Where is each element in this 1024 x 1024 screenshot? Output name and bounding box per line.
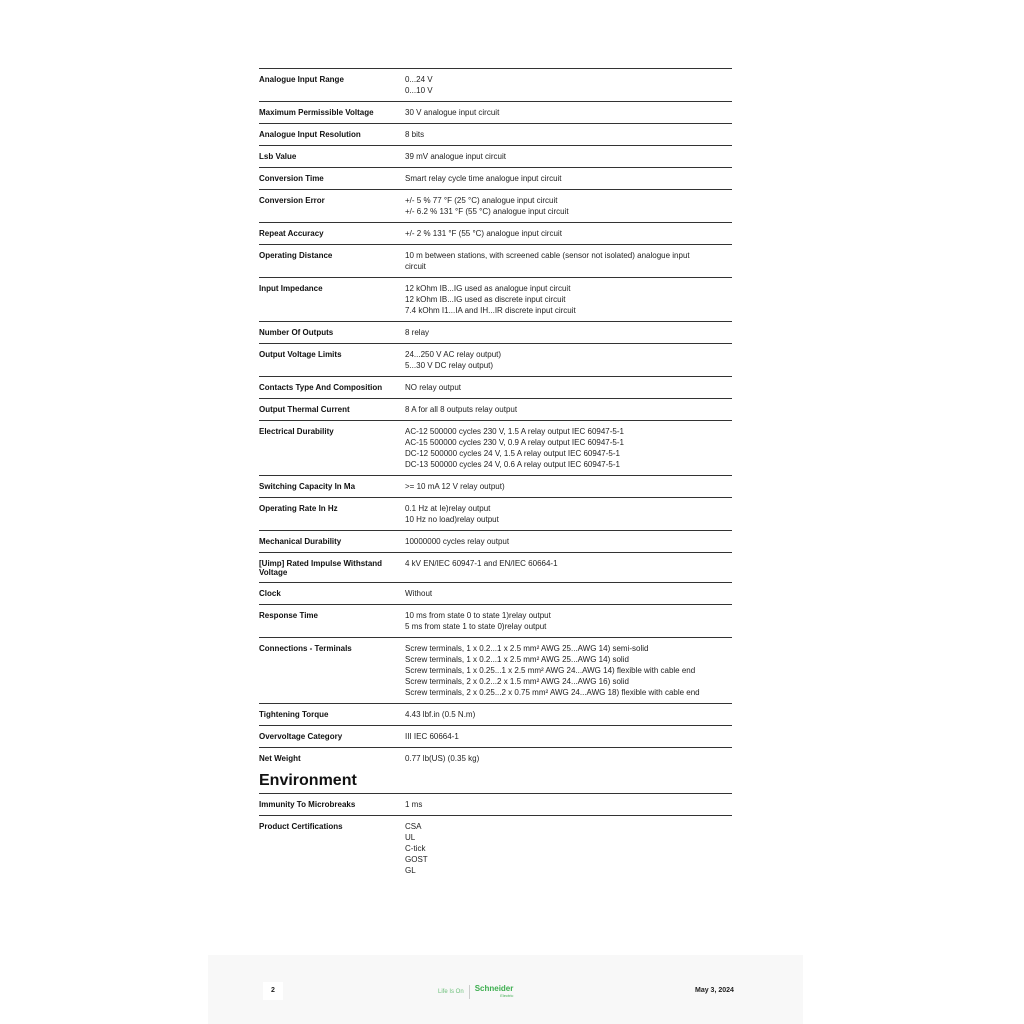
spec-label: Conversion Error <box>259 196 325 205</box>
spec-values <box>405 821 732 876</box>
spec-value: Screw terminals, 1 x 0.25...1 x 2.5 mm² AWG 24...AWG 14) flexible with cable end <box>405 666 696 675</box>
spec-label: Connections - Terminals <box>259 644 352 653</box>
spec-values <box>405 195 732 217</box>
spec-row <box>259 68 732 101</box>
spec-value: +/- 2 % 131 °F (55 °C) analogue input circuit <box>405 229 562 238</box>
spec-label: Switching Capacity In Ma <box>259 482 356 491</box>
spec-row <box>259 793 732 815</box>
spec-value: GOST <box>405 855 428 864</box>
spec-row <box>259 244 732 277</box>
spec-value: +/- 5 % 77 °F (25 °C) analogue input circuit <box>405 196 558 205</box>
spec-row <box>259 497 732 530</box>
spec-value: 10000000 cycles relay output <box>405 537 510 546</box>
spec-row <box>259 222 732 244</box>
spec-label: Maximum Permissible Voltage <box>259 108 374 117</box>
spec-value: 1 ms <box>405 800 423 809</box>
spec-values <box>405 709 732 720</box>
spec-value: 12 kOhm IB...IG used as analogue input circuit <box>405 284 571 293</box>
spec-row <box>259 475 732 497</box>
spec-row <box>259 376 732 398</box>
spec-value: AC-15 500000 cycles 230 V, 0.9 A relay output IEC 60947-5-1 <box>405 438 624 447</box>
spec-value: UL <box>405 833 416 842</box>
spec-label: Operating Rate In Hz <box>259 504 338 513</box>
brand-name: Schneider <box>474 984 514 993</box>
spec-label: Tightening Torque <box>259 710 329 719</box>
spec-label: Output Voltage Limits <box>259 350 342 359</box>
spec-value: 7.4 kOhm I1...IA and IH...IR discrete input circuit <box>405 306 576 315</box>
spec-value: 10 m between stations, with screened cable (sensor not isolated) analogue input <box>405 251 690 260</box>
spec-row <box>259 145 732 167</box>
characteristics-table <box>259 68 732 769</box>
spec-label: Input Impedance <box>259 284 323 293</box>
spec-value: CSA <box>405 822 422 831</box>
spec-value: 8 A for all 8 outputs relay output <box>405 405 518 414</box>
spec-row <box>259 703 732 725</box>
spec-value: Screw terminals, 2 x 0.2...2 x 1.5 mm² AWG 24...AWG 16) solid <box>405 677 629 686</box>
spec-value: Smart relay cycle time analogue input circuit <box>405 174 562 183</box>
spec-values <box>405 610 732 632</box>
spec-row <box>259 321 732 343</box>
spec-label: Output Thermal Current <box>259 405 350 414</box>
spec-value: NO relay output <box>405 383 462 392</box>
spec-value: AC-12 500000 cycles 230 V, 1.5 A relay output IEC 60947-5-1 <box>405 427 624 436</box>
spec-value: Screw terminals, 1 x 0.2...1 x 2.5 mm² AWG 25...AWG 14) semi-solid <box>405 644 649 653</box>
spec-values <box>405 151 732 162</box>
spec-value: Screw terminals, 1 x 0.2...1 x 2.5 mm² AWG 25...AWG 14) solid <box>405 655 629 664</box>
spec-row <box>259 530 732 552</box>
spec-label: Conversion Time <box>259 174 324 183</box>
spec-values <box>405 228 732 239</box>
spec-label: Mechanical Durability <box>259 537 342 546</box>
spec-value: DC-13 500000 cycles 24 V, 0.6 A relay output IEC 60947-5-1 <box>405 460 620 469</box>
spec-row <box>259 277 732 321</box>
spec-label: Repeat Accuracy <box>259 229 324 238</box>
spec-row <box>259 123 732 145</box>
spec-values <box>405 481 732 492</box>
logo-divider <box>469 985 470 999</box>
spec-value: 8 bits <box>405 130 425 139</box>
spec-row <box>259 637 732 703</box>
spec-value: 12 kOhm IB...IG used as discrete input circuit <box>405 295 566 304</box>
spec-value: Without <box>405 589 433 598</box>
spec-label: Operating Distance <box>259 251 333 260</box>
spec-row <box>259 747 732 769</box>
spec-values <box>405 382 732 393</box>
spec-row <box>259 582 732 604</box>
spec-values <box>405 799 732 810</box>
spec-value: DC-12 500000 cycles 24 V, 1.5 A relay output IEC 60947-5-1 <box>405 449 620 458</box>
spec-label: Response Time <box>259 611 318 620</box>
spec-values <box>405 588 732 599</box>
spec-value: C-tick <box>405 844 426 853</box>
brand-logo <box>438 985 513 999</box>
spec-value: 4 kV EN/IEC 60947-1 and EN/IEC 60664-1 <box>405 559 558 568</box>
spec-values <box>405 129 732 140</box>
spec-row <box>259 815 732 881</box>
spec-label: Contacts Type And Composition <box>259 383 383 392</box>
environment-table <box>259 793 732 881</box>
spec-values <box>405 643 732 698</box>
spec-values <box>405 283 732 316</box>
spec-row <box>259 189 732 222</box>
page-footer <box>208 955 803 1024</box>
section-title-environment: Environment <box>259 772 357 789</box>
spec-row <box>259 725 732 747</box>
spec-row <box>259 343 732 376</box>
spec-label: Overvoltage Category <box>259 732 343 741</box>
spec-row <box>259 420 732 475</box>
spec-label: Analogue Input Resolution <box>259 130 361 139</box>
spec-row <box>259 604 732 637</box>
spec-value: 0...24 V <box>405 75 433 84</box>
spec-value: 5...30 V DC relay output) <box>405 361 494 370</box>
spec-value: 8 relay <box>405 328 430 337</box>
spec-values <box>405 753 732 764</box>
spec-values <box>405 327 732 338</box>
tagline: Life Is On <box>438 989 464 995</box>
spec-label: Immunity To Microbreaks <box>259 800 356 809</box>
spec-label: [Uimp] Rated Impulse Withstand Voltage <box>259 559 383 577</box>
brand-sub: Electric <box>500 993 514 998</box>
spec-label: Lsb Value <box>259 152 297 161</box>
spec-value: circuit <box>405 262 426 271</box>
spec-values <box>405 558 732 577</box>
spec-value: 39 mV analogue input circuit <box>405 152 506 161</box>
spec-value: 10 Hz no load)relay output <box>405 515 499 524</box>
spec-row <box>259 167 732 189</box>
spec-value: 4.43 lbf.in (0.5 N.m) <box>405 710 476 719</box>
spec-value: 0...10 V <box>405 86 433 95</box>
spec-value: 30 V analogue input circuit <box>405 108 500 117</box>
spec-value: >= 10 mA 12 V relay output) <box>405 482 505 491</box>
spec-label: Clock <box>259 589 281 598</box>
spec-label: Product Certifications <box>259 822 343 831</box>
spec-values <box>405 107 732 118</box>
spec-row <box>259 552 732 582</box>
spec-value: GL <box>405 866 416 875</box>
spec-value: +/- 6.2 % 131 °F (55 °C) analogue input circuit <box>405 207 569 216</box>
schneider-logo <box>475 985 514 999</box>
document-date: May 3, 2024 <box>695 987 734 994</box>
spec-value: 24...250 V AC relay output) <box>405 350 502 359</box>
spec-value: III IEC 60664-1 <box>405 732 459 741</box>
spec-values <box>405 503 732 525</box>
spec-value: 5 ms from state 1 to state 0)relay output <box>405 622 547 631</box>
spec-row <box>259 398 732 420</box>
spec-values <box>405 74 732 96</box>
spec-values <box>405 349 732 371</box>
spec-values <box>405 173 732 184</box>
spec-values <box>405 426 732 470</box>
spec-label: Analogue Input Range <box>259 75 344 84</box>
spec-value: 10 ms from state 0 to state 1)relay output <box>405 611 551 620</box>
spec-values <box>405 404 732 415</box>
spec-row <box>259 101 732 123</box>
page-number: 2 <box>263 982 283 1000</box>
spec-value: 0.1 Hz at Ie)relay output <box>405 504 491 513</box>
spec-value: Screw terminals, 2 x 0.25...2 x 0.75 mm² AWG 24...AWG 18) flexible with cable end <box>405 688 700 697</box>
spec-values <box>405 731 732 742</box>
spec-value: 0.77 lb(US) (0.35 kg) <box>405 754 480 763</box>
spec-values <box>405 536 732 547</box>
spec-label: Net Weight <box>259 754 301 763</box>
spec-values <box>405 250 732 272</box>
spec-label: Electrical Durability <box>259 427 334 436</box>
spec-label: Number Of Outputs <box>259 328 334 337</box>
